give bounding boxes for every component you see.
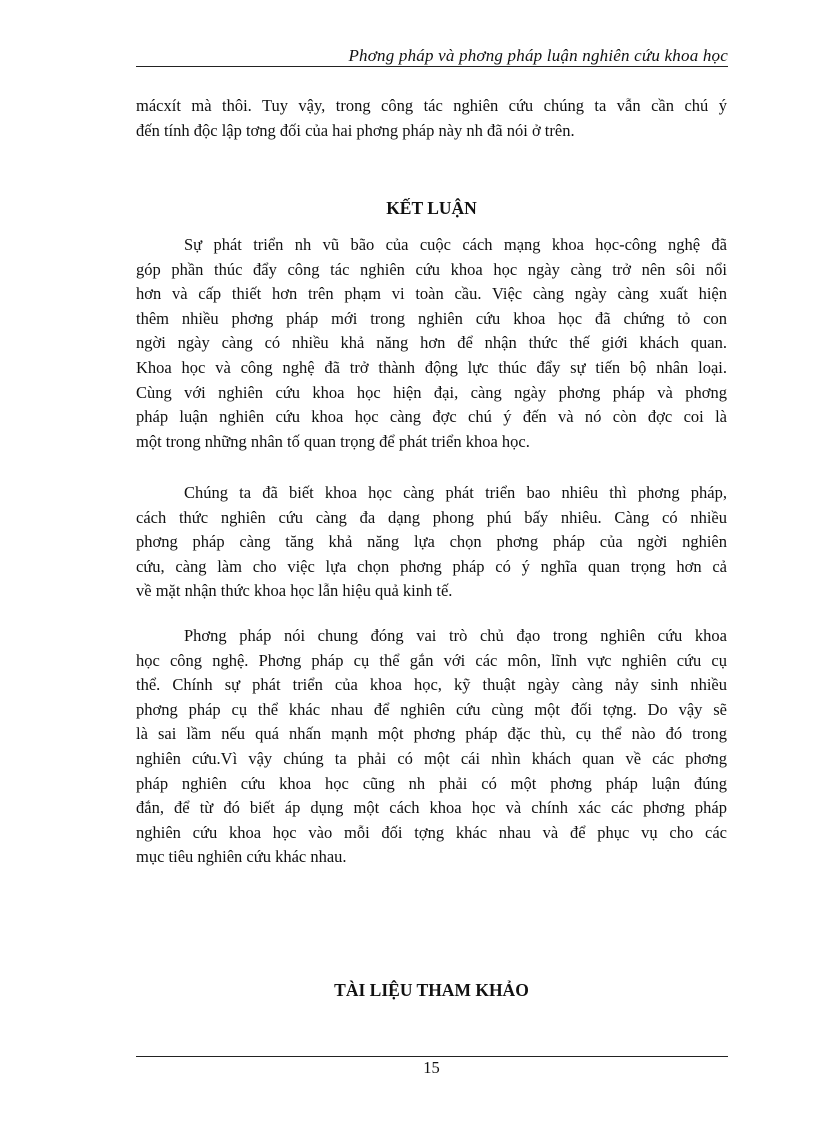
text-line: Cùng với nghiên cứu khoa học hiện đại, càng ngày phơng pháp và phơng <box>136 382 727 402</box>
conclusion-paragraph-1 <box>136 233 727 454</box>
text-line: góp phần thúc đẩy công tác nghiên cứu khoa học ngày càng trở nên sôi nổi <box>136 259 727 279</box>
conclusion-paragraph-2 <box>136 481 727 604</box>
text-line: phơng pháp cụ thể khác nhau để nghiên cứu cùng một đối tợng. Do vậy sẽ <box>136 699 727 719</box>
conclusion-paragraph-3 <box>136 624 727 870</box>
text-line: thể. Chính sự phát triển của khoa học, kỹ thuật ngày càng nảy sinh nhiều <box>136 675 727 695</box>
text-line: mục tiêu nghiên cứu khác nhau. <box>136 847 347 867</box>
text-line: pháp nghiên cứu khoa học cũng nh phải có một phơng pháp luận đúng <box>136 773 727 793</box>
text-line: phơng pháp càng tăng khả năng lựa chọn phơng pháp của ngời nghiên <box>136 532 727 552</box>
text-line: cách thức nghiên cứu càng đa dạng phong phú bấy nhiêu. Càng có nhiều <box>136 507 727 527</box>
text-line: nghiên cứu.Vì vậy chúng ta phải có một cái nhìn khách quan về các phơng <box>136 748 727 768</box>
conclusion-heading: KẾT LUẬN <box>386 198 477 218</box>
text-line: pháp luận nghiên cứu khoa học càng đợc chú ý đến và nó còn đợc coi là <box>136 407 727 427</box>
text-line: ngời ngày càng có nhiều khả năng hơn để nhận thức thế giới khách quan. <box>136 333 727 353</box>
text-line: mácxít mà thôi. Tuy vậy, trong công tác nghiên cứu chúng ta vẫn cần chú ý <box>136 96 727 115</box>
text-line: là sai lầm nếu quá nhấn mạnh một phơng pháp đặc thù, cụ thể nào đó trong <box>136 724 727 744</box>
text-line: đến tính độc lập tơng đối của hai phơng pháp này nh đã nói ở trên. <box>136 120 575 140</box>
text-line: cứu, càng làm cho việc lựa chọn phơng pháp có ý nghĩa quan trọng hơn cả <box>136 556 727 576</box>
text-line: Khoa học và công nghệ đã trở thành động lực thúc đẩy sự tiến bộ nhân loại. <box>136 357 727 377</box>
text-line: thêm nhiều phơng pháp mới trong nghiên cứu khoa học đã chứng tỏ con <box>136 308 727 328</box>
references-heading: TÀI LIỆU THAM KHẢO <box>334 980 529 1000</box>
running-header: Phơng pháp và phơng pháp luận nghiên cứu khoa học <box>348 46 728 65</box>
text-line: học công nghệ. Phơng pháp cụ thể gắn với các môn, lĩnh vực nghiên cứu cụ <box>136 650 727 670</box>
text-line: một trong những nhân tố quan trọng để phát triển khoa học. <box>136 431 530 451</box>
text-line: đắn, để từ đó biết áp dụng một cách khoa học và chính xác các phơng pháp <box>136 798 727 818</box>
text-line: Sự phát triển nh vũ bão của cuộc cách mạng khoa học-công nghệ đã <box>184 235 727 254</box>
text-line: Chúng ta đã biết khoa học càng phát triển bao nhiêu thì phơng pháp, <box>184 483 727 502</box>
intro-paragraph <box>136 94 727 143</box>
footer-divider <box>136 1056 728 1057</box>
text-line: Phơng pháp nói chung đóng vai trò chủ đạo trong nghiên cứu khoa <box>184 626 727 645</box>
text-line: hơn và cấp thiết hơn trên phạm vi toàn cầu. Việc càng ngày càng xuất hiện <box>136 284 727 304</box>
page-number: 15 <box>423 1058 440 1077</box>
text-line: về mặt nhận thức khoa học lẫn hiệu quả kinh tế. <box>136 581 453 601</box>
header-divider <box>136 66 728 67</box>
text-line: nghiên cứu khoa học vào mỗi đối tợng khác nhau và để phục vụ cho các <box>136 822 727 842</box>
